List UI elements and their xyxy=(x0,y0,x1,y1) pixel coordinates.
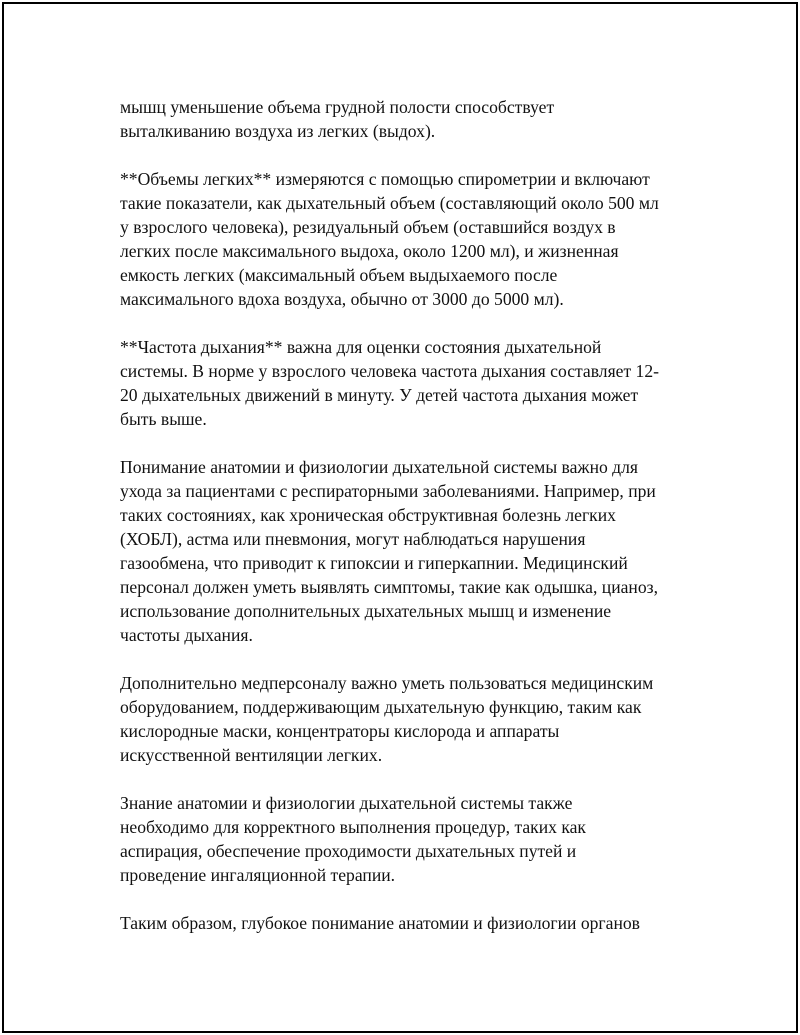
paragraph-5 xyxy=(120,671,700,767)
paragraph-4 xyxy=(120,455,700,647)
text-line: Таким образом, глубокое понимание анатомии и физиологии органов xyxy=(120,913,640,933)
text-line: легких после максимального выдоха, около 1200 мл), и жизненная xyxy=(120,241,619,261)
paragraph-3 xyxy=(120,335,700,431)
text-line: такие показатели, как дыхательный объем (составляющий около 500 мл xyxy=(120,193,659,213)
text-line: у взрослого человека), резидуальный объем (оставшийся воздух в xyxy=(120,217,616,237)
text-line: использование дополнительных дыхательных мышц и изменение xyxy=(120,601,612,621)
text-line: персонал должен уметь выявлять симптомы, такие как одышка, цианоз, xyxy=(120,577,658,597)
text-line: **Объемы легких** измеряются с помощью спирометрии и включают xyxy=(120,169,650,189)
text-line: максимального вдоха воздуха, обычно от 3000 до 5000 мл). xyxy=(120,289,564,309)
text-line: Понимание анатомии и физиологии дыхательной системы важно для xyxy=(120,457,639,477)
text-line: кислородные маски, концентраторы кислорода и аппараты xyxy=(120,721,560,741)
text-line: 20 дыхательных движений в минуту. У детей частота дыхания может xyxy=(120,385,639,405)
paragraph-1 xyxy=(120,95,700,143)
text-line: системы. В норме у взрослого человека частота дыхания составляет 12- xyxy=(120,361,660,381)
text-line: газообмена, что приводит к гипоксии и гиперкапнии. Медицинский xyxy=(120,553,628,573)
text-line: ухода за пациентами с респираторными заболеваниями. Например, при xyxy=(120,481,656,501)
text-line: оборудованием, поддерживающим дыхательную функцию, таким как xyxy=(120,697,642,717)
text-line: проведение ингаляционной терапии. xyxy=(120,865,396,885)
text-line: **Частота дыхания** важна для оценки состояния дыхательной xyxy=(120,337,602,357)
text-line: емкость легких (максимальный объем выдыхаемого после xyxy=(120,265,558,285)
text-line: Знание анатомии и физиологии дыхательной системы также xyxy=(120,793,573,813)
paragraph-2 xyxy=(120,167,700,311)
text-line: необходимо для корректного выполнения процедур, таких как xyxy=(120,817,586,837)
paragraph-6 xyxy=(120,791,700,887)
text-line: мышц уменьшение объема грудной полости способствует xyxy=(120,97,555,117)
text-line: Дополнительно медперсоналу важно уметь пользоваться медицинским xyxy=(120,673,654,693)
text-line: частоты дыхания. xyxy=(120,625,253,645)
text-line: таких состояниях, как хроническая обструктивная болезнь легких xyxy=(120,505,616,525)
text-line: искусственной вентиляции легких. xyxy=(120,745,383,765)
text-line: аспирация, обеспечение проходимости дыхательных путей и xyxy=(120,841,577,861)
document-body xyxy=(120,95,700,959)
text-line: быть выше. xyxy=(120,409,207,429)
document-page xyxy=(2,2,798,1033)
text-line: (ХОБЛ), астма или пневмония, могут наблюдаться нарушения xyxy=(120,529,586,549)
paragraph-7 xyxy=(120,911,700,935)
text-line: выталкиванию воздуха из легких (выдох). xyxy=(120,121,436,141)
